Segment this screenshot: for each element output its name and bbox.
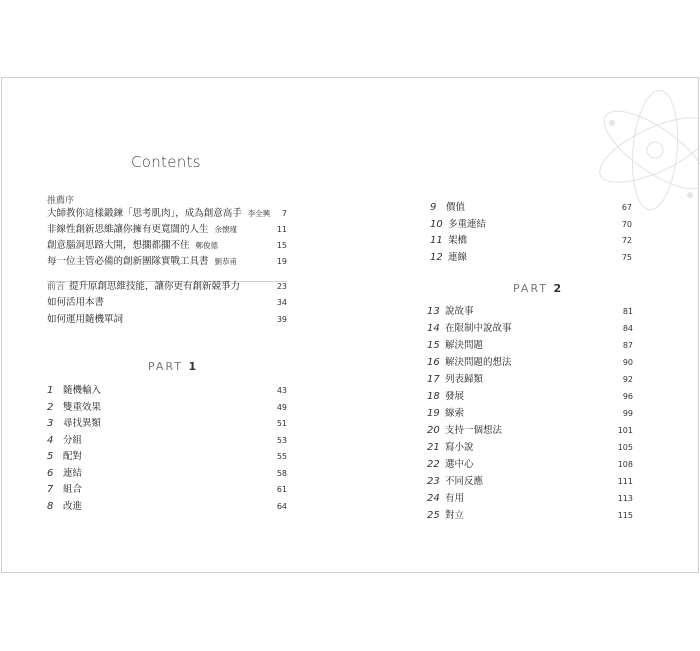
page-number: 99 (622, 409, 633, 418)
toc-entry (47, 207, 287, 221)
chapter-entry (47, 434, 287, 448)
chapter-number: 5 (47, 451, 54, 462)
chapter-number: 2 (47, 401, 54, 413)
chapter-entry (47, 384, 287, 398)
entry-title: 提升原創思維技能，讓你更有創新競爭力 (69, 281, 241, 292)
chapter-title: 在限制中說故事 (445, 323, 512, 334)
entry-author: 鄭俊德 (195, 241, 219, 250)
chapter-title: 發展 (445, 391, 465, 402)
page-number: 39 (276, 315, 287, 324)
toc-entry (47, 223, 287, 237)
page-number: 81 (622, 307, 633, 316)
chapter-entry (427, 492, 633, 506)
chapter-number: 9 (430, 202, 437, 213)
chapter-number: 23 (427, 476, 440, 487)
page-number: 15 (276, 241, 287, 250)
chapter-title: 不同反應 (445, 476, 484, 487)
contents-title: Contents (131, 153, 201, 171)
chapter-entry (427, 356, 633, 370)
page-number: 70 (621, 219, 632, 229)
chapter-entry (427, 305, 633, 319)
chapter-title: 連結 (63, 467, 83, 479)
part1-label: PART (148, 360, 184, 373)
part2-label: PART (513, 282, 549, 295)
chapter-number: 3 (47, 418, 54, 429)
page-number: 51 (276, 419, 287, 428)
chapter-title: 改進 (63, 500, 83, 512)
chapter-number: 4 (47, 434, 54, 446)
page-number: 113 (617, 494, 633, 503)
chapter-number: 14 (427, 323, 440, 334)
chapter-title: 寫小說 (445, 442, 474, 453)
page-number: 19 (276, 257, 287, 266)
chapter-entry (427, 322, 633, 336)
page-number: 55 (276, 452, 287, 461)
chapter-title: 選中心 (445, 459, 474, 470)
chapter-entry (427, 458, 633, 472)
entry-title: 創意腦洞思路大開，想擱都擱不住 (47, 240, 190, 251)
chapter-title: 說故事 (445, 306, 474, 317)
page-number: 84 (622, 324, 633, 333)
chapter-number: 1 (47, 385, 54, 396)
chapter-title: 連線 (448, 251, 468, 263)
chapter-title: 分組 (63, 434, 83, 446)
entry-title: 如何活用本書 (47, 297, 105, 308)
chapter-title: 價值 (446, 202, 466, 213)
chapter-entry (47, 467, 287, 481)
chapter-title: 多重連結 (448, 218, 487, 230)
chapter-number: 16 (427, 357, 440, 368)
page-number: 115 (617, 511, 633, 520)
page-number: 34 (276, 298, 287, 307)
chapter-title: 尋找異類 (63, 418, 102, 429)
chapter-number: 20 (427, 425, 440, 436)
chapter-number: 22 (427, 459, 440, 470)
chapter-entry (47, 500, 287, 514)
chapter-title: 列表歸類 (445, 374, 484, 385)
chapter-entry (430, 251, 632, 265)
page-number: 111 (617, 477, 633, 486)
chapter-number: 10 (430, 218, 443, 230)
chapter-title: 組合 (63, 484, 83, 495)
chapter-number: 11 (430, 235, 443, 246)
toc-entry (47, 296, 287, 310)
entry-title: 每一位主管必備的創新團隊實戰工具書 (47, 256, 209, 267)
part1-heading (148, 360, 198, 373)
entry-prefix: 前言 (47, 282, 66, 292)
chapter-number: 8 (47, 500, 54, 512)
chapter-number: 7 (47, 484, 54, 495)
chapter-title: 對立 (445, 510, 465, 521)
toc-entry (47, 255, 287, 269)
chapter-number: 15 (427, 340, 440, 351)
chapter-title: 解決問題的想法 (445, 357, 512, 368)
chapter-entry (47, 401, 287, 415)
chapter-entry (427, 339, 633, 353)
chapter-title: 解決問題 (445, 340, 484, 351)
entry-title: 大師教你這樣鍛鍊「思考肌肉」，成為創意高手 (47, 208, 242, 219)
entry-title: 如何運用隨機單詞 (47, 314, 124, 325)
page-number: 61 (276, 485, 287, 494)
page-number: 96 (622, 392, 633, 401)
chapter-number: 17 (427, 374, 440, 385)
toc-entry (47, 239, 287, 253)
page-number: 58 (276, 468, 287, 478)
entry-author: 劉恭甫 (214, 257, 238, 266)
chapter-number: 18 (427, 391, 440, 402)
entry-title: 非線性創新思維讓你擁有更寬闊的人生 (47, 224, 209, 235)
part2-number: 2 (553, 282, 564, 295)
chapter-title: 架橋 (448, 235, 468, 246)
chapter-entry (427, 373, 633, 387)
chapter-title: 雙重效果 (63, 401, 102, 413)
toc-entry (47, 313, 287, 327)
chapter-number: 19 (427, 408, 440, 419)
entry-author: 余懷瑾 (214, 225, 238, 234)
page-number: 87 (622, 341, 633, 350)
chapter-title: 隨機輸入 (63, 385, 102, 396)
chapter-entry (47, 483, 287, 497)
page-number: 75 (621, 252, 632, 262)
page-number: 43 (276, 386, 287, 395)
toc-entry (47, 280, 287, 294)
page-number: 92 (622, 375, 633, 384)
chapter-entry (47, 417, 287, 431)
page-number: 23 (276, 282, 287, 291)
chapter-title: 支持一個想法 (445, 425, 503, 436)
page-number: 72 (621, 236, 632, 245)
part2-heading (513, 282, 563, 295)
page-number: 11 (276, 225, 287, 234)
page-number: 108 (617, 460, 633, 469)
page-number: 105 (617, 443, 633, 452)
chapter-title: 有用 (445, 493, 465, 504)
chapter-number: 12 (430, 251, 443, 263)
chapter-entry (427, 475, 633, 489)
page-number: 49 (276, 402, 287, 412)
page-number: 7 (281, 209, 287, 218)
chapter-entry (427, 441, 633, 455)
page-number: 53 (276, 435, 287, 445)
preface-heading: 推薦序 (47, 196, 75, 206)
page-number: 90 (622, 358, 633, 367)
chapter-number: 6 (47, 467, 54, 479)
chapter-title: 配對 (63, 451, 83, 462)
entry-author: 李全興 (247, 209, 271, 218)
chapter-entry (430, 201, 632, 215)
chapter-entry (430, 234, 632, 248)
chapter-number: 24 (427, 493, 440, 504)
chapter-number: 21 (427, 442, 440, 453)
page-number: 64 (276, 501, 287, 511)
chapter-number: 13 (427, 306, 440, 317)
page-number: 101 (617, 426, 633, 435)
chapter-entry (427, 509, 633, 523)
chapter-entry (427, 407, 633, 421)
chapter-entry (47, 450, 287, 464)
chapter-entry (430, 218, 632, 232)
page-number: 67 (621, 203, 632, 212)
chapter-title: 線索 (445, 408, 465, 419)
chapter-entry (427, 390, 633, 404)
part1-number: 1 (188, 360, 199, 373)
chapter-entry (427, 424, 633, 438)
chapter-number: 25 (427, 510, 440, 521)
